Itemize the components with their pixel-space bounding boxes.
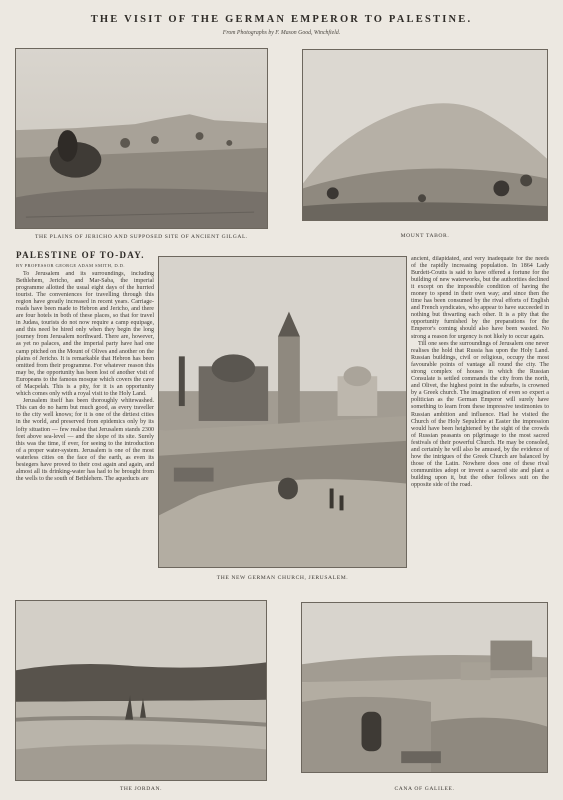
article-paragraph: Jerusalem itself has been thoroughly whitewashed. This can do no harm but much good, as every traveller to the city well knows; for it is one of the dirtiest cities in the world, and preserved from epidemics only by its lofty situation — few realise that Jerusalem stands 2300 feet above sea-level — and the slope of its site. Surely this was the time, if ever, for seeing to the introduction of a proper water-system. Jerusalem is one of the most waterless cities on the face of the earth, as even its besiegers have proved to their cost again and again, and almost all its drinking-water has had to be brought from the wells to the south of Bethlehem. The aqueducts are: [16, 398, 154, 482]
photo-new-german-church: [158, 256, 407, 568]
caption-church: THE NEW GERMAN CHURCH, JERUSALEM.: [216, 575, 349, 581]
article-heading: PALESTINE OF TO-DAY.: [16, 250, 145, 260]
article-paragraph: Till one sees the surroundings of Jerusalem one never realises the hold that Russia has upon the Holy Land. Russian buildings, civil or religious, occupy the most favourable points of vantage all round the city. The strong complex of houses in which the Russian Consulate is settled commands the city from the north, and Olivet, the highest point in the suburbs, is crowned by a Greek church. The imagination of even so expert a politician as the German Emperor will surely have something to learn from these impressive testimonies to Russian ambition and influence. Had he visited the Church of the Holy Sepulchre at Easter the impression would have been heightened by the sight of the crowds of Russian peasants on pilgrimage to the most sacred festivals of their powerful Church. He may be consoled, and certainly he will also be amused, by the evidence of how the intrigues of the Greek Church are balanced by those of the Latin. Nowhere does one of these rival communities adopt or invent a sacred site and plant a building upon it, but the other follows suit on the opposite side of the road.: [411, 341, 549, 488]
caption-jordan: THE JORDAN.: [119, 786, 163, 792]
article-paragraph: To Jerusalem and its surroundings, including Bethlehem, Jericho, and Mar-Saba, the imperial programme allotted the usual eight days of the hurried tourist. The conveniences for travelling through this region have greatly increased in recent years. Carriage-roads have been made to Hebron and Jericho, and there are four hotels in both of these places, so that for travel in Judæa, tourists do not now require a camp equipage, and this need be hired only when they begin the long journey from Jerusalem northward. There are, however, as yet no palaces, and the imperial party have had one camp pitched on the Mount of Olives and another on the plains of Jericho. It is remarkable that Hebron has been omitted from their programme. For whatever reason this may be, the opportunity has been lost of another visit of Europeans to the famous mosque which covers the cave of Macpelah. This is a pity, for it is an opportunity which comes only with a royal visit to the Holy Land.: [16, 271, 154, 397]
caption-tabor: MOUNT TABOR.: [400, 233, 450, 239]
page-title: THE VISIT OF THE GERMAN EMPEROR TO PALESTINE.: [90, 14, 473, 25]
photo-plains-of-jericho: [15, 48, 268, 229]
caption-cana: CANA OF GALILEE.: [394, 786, 455, 792]
photo-the-jordan: [15, 600, 267, 781]
caption-jericho: THE PLAINS OF JERICHO AND SUPPOSED SITE OF ANCIENT GILGAL.: [34, 234, 249, 240]
article-right-column: [411, 256, 549, 574]
article-paragraph: ancient, dilapidated, and very inadequate for the needs of the rapidly increasing population. In 1864 Lady Burdett-Coutts is said to have offered a fortune for the building of new waterworks, but the authorities declined it except on the impossible condition of having the money to spend in their own way; and since then the time has been consumed by the rival efforts of English and French syndicates, who appear to have succeeded in nothing but thwarting each other. It is a pity that the opportunity furnished by the preparations for the Emperor's coming should also have been wasted. No strong a reason for urgency is not likely to occur again.: [411, 256, 549, 340]
photo-cana-of-galilee: [301, 602, 548, 773]
photo-mount-tabor: [302, 49, 548, 221]
article-byline: BY PROFESSOR GEORGE ADAM SMITH, D.D.: [16, 263, 125, 268]
article-left-column: [16, 271, 154, 588]
photo-credit: From Photographs by F. Mason Good, Winchfield.: [222, 30, 341, 36]
